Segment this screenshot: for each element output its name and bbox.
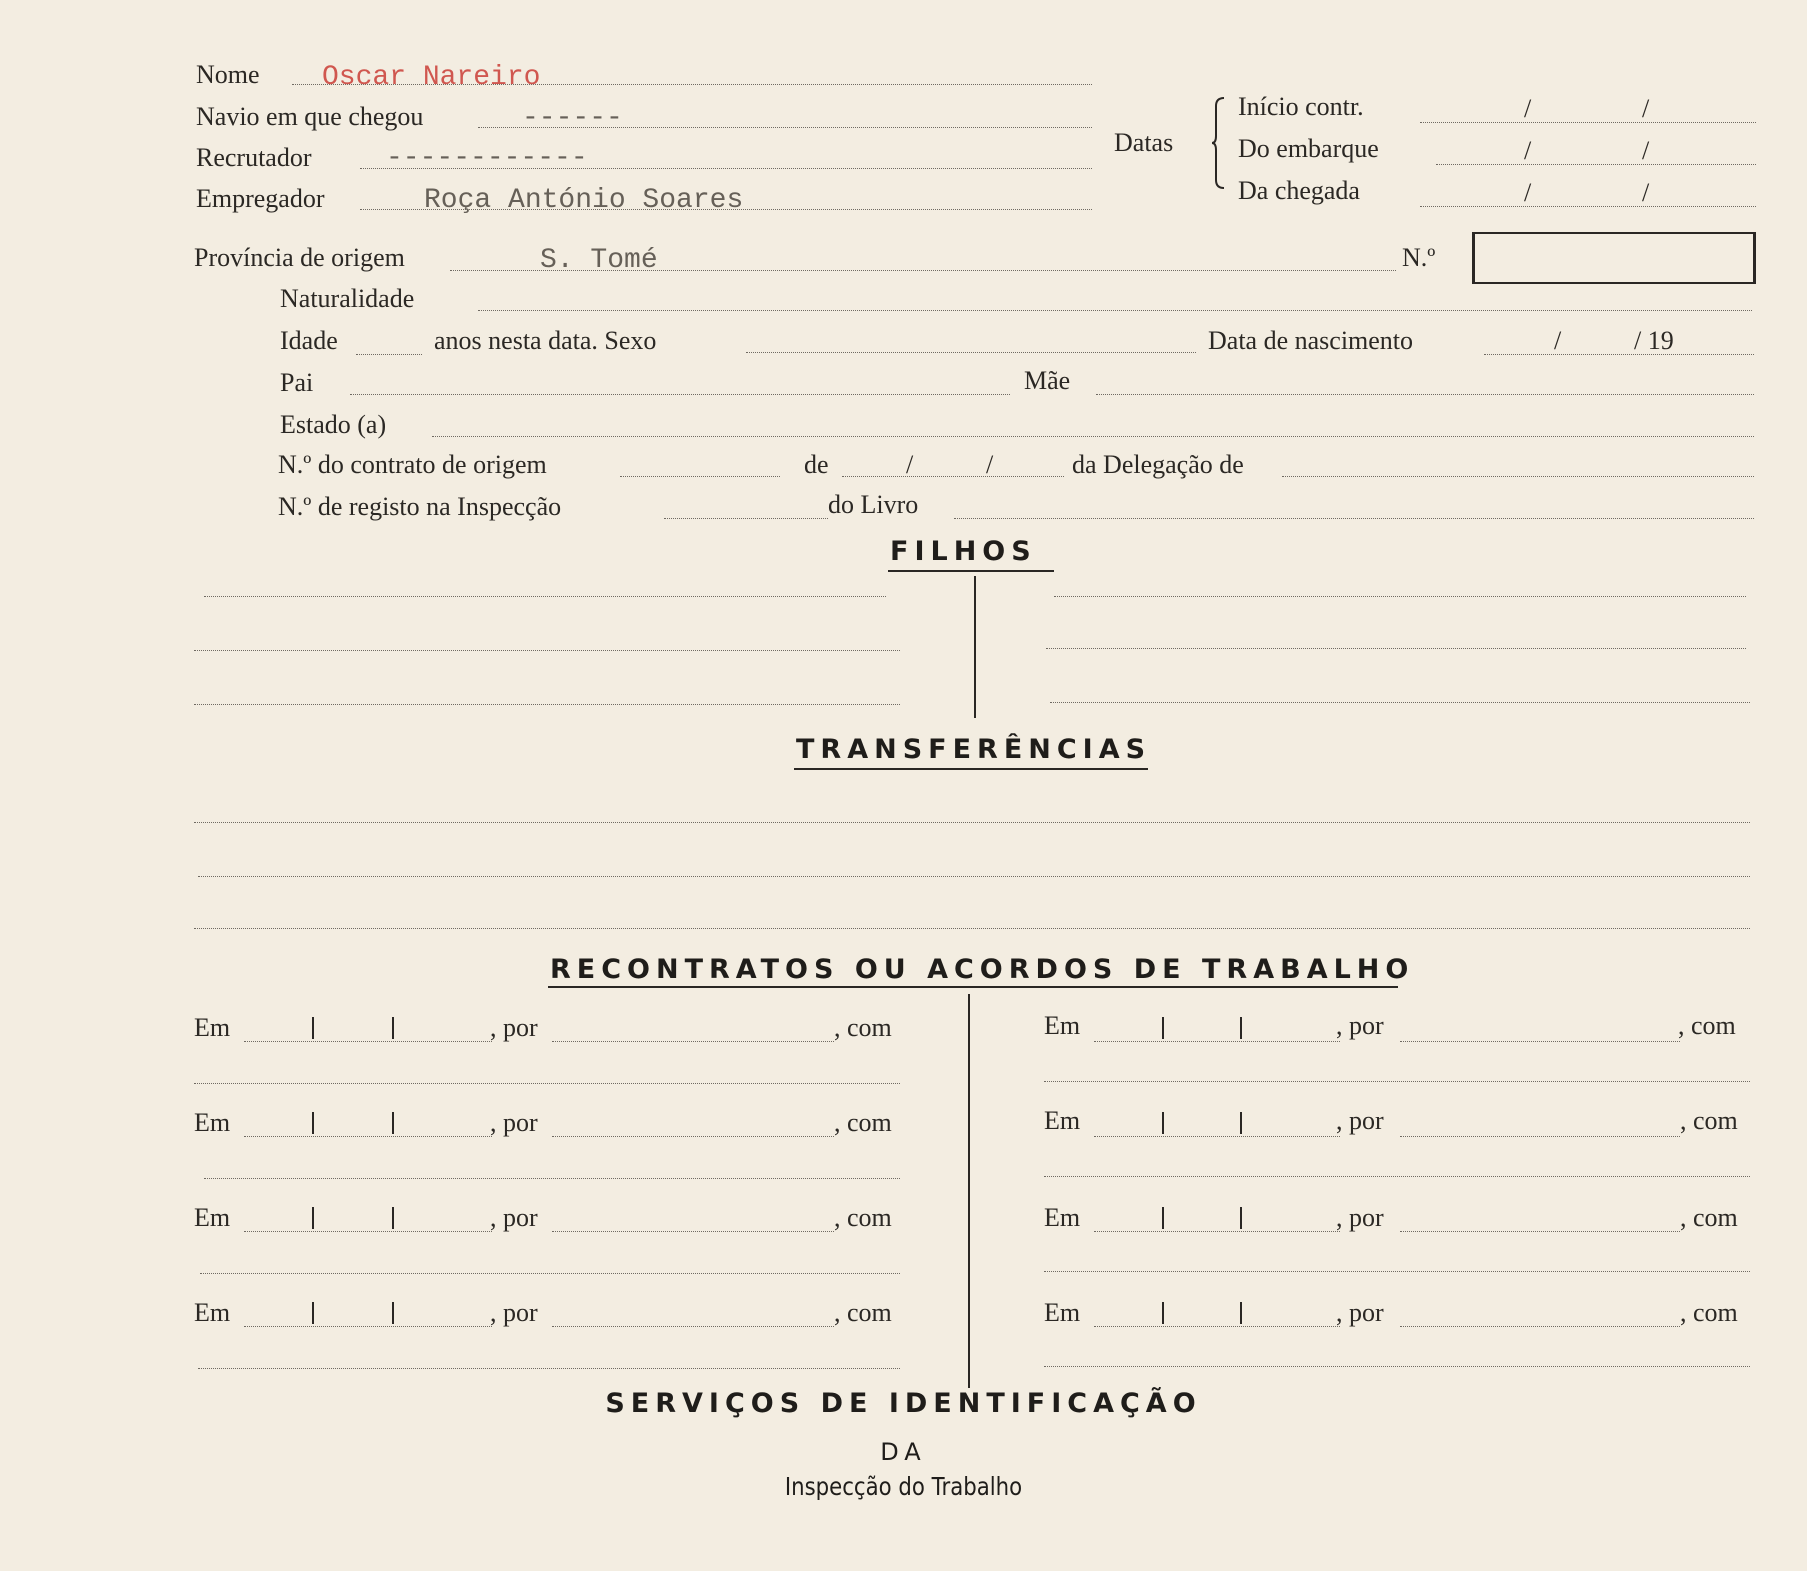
recontrato-row-3-right-line: [1044, 1271, 1750, 1272]
embarque-slash-2: /: [1642, 136, 1650, 165]
recontrato-em-label: Em: [194, 1203, 231, 1232]
chegada-label: Da chegada: [1238, 176, 1360, 205]
recontrato-row-1-right-line: [1044, 1081, 1750, 1082]
recontrato-date-tick-2: [392, 1207, 394, 1229]
pai-label: Pai: [280, 368, 314, 397]
contrato-slash-2: /: [986, 450, 994, 479]
recontrato-por-label: , por: [490, 1203, 538, 1232]
filho-line-4: [1054, 596, 1746, 597]
recrutador-value: ------------: [386, 143, 588, 174]
chegada-line: [1420, 206, 1756, 207]
recontrato-date-tick-1: [312, 1302, 314, 1324]
recontrato-por-label: , por: [1336, 1106, 1384, 1135]
anos-sexo-label: anos nesta data. Sexo: [434, 326, 657, 355]
recontrato-com-label: , com: [834, 1108, 892, 1137]
contrato-slash-1: /: [906, 450, 914, 479]
embarque-slash-1: /: [1524, 136, 1532, 165]
naturalidade-line: [478, 310, 1752, 311]
transferencias-underline: [794, 768, 1148, 770]
recontrato-date-tick-2: [1240, 1112, 1242, 1134]
empregador-value: Roça António Soares: [424, 185, 744, 216]
recontrato-date-tick-2: [392, 1017, 394, 1039]
recontrato-com-label: , com: [1680, 1203, 1738, 1232]
de-label: de: [804, 450, 829, 479]
recontrato-date-tick-1: [1162, 1302, 1164, 1324]
delegacao-line: [1282, 476, 1754, 477]
provincia-value: S. Tomé: [540, 245, 658, 276]
inicio-slash-2: /: [1642, 94, 1650, 123]
recontrato-em-label: Em: [1044, 1298, 1081, 1327]
footer-inspeccao: Inspecção do Trabalho: [784, 1472, 1023, 1501]
recontrato-por-line: [552, 1041, 834, 1042]
recontrato-por-label: , por: [1336, 1011, 1384, 1040]
transferencia-line-3: [194, 928, 1750, 929]
recontratos-heading: RECONTRATOS OU ACORDOS DE TRABALHO: [550, 954, 1415, 985]
transferencia-line-2: [198, 876, 1750, 877]
embarque-label: Do embarque: [1238, 134, 1379, 163]
provincia-label: Província de origem: [194, 243, 405, 272]
filho-line-5: [1046, 648, 1746, 649]
recontrato-por-line: [1400, 1041, 1680, 1042]
recontrato-row-4-left-line: [198, 1368, 900, 1369]
recontrato-com-label: , com: [1678, 1011, 1736, 1040]
filhos-underline: [888, 570, 1054, 572]
idade-label: Idade: [280, 326, 338, 355]
livro-label: do Livro: [828, 490, 919, 519]
nome-value: Oscar Nareiro: [322, 62, 541, 93]
navio-label: Navio em que chegou: [196, 102, 424, 131]
recontrato-por-label: , por: [490, 1298, 538, 1327]
recontrato-por-label: , por: [1336, 1298, 1384, 1327]
recontrato-date-line: [1094, 1136, 1340, 1137]
recontrato-row-2-right-line: [1044, 1176, 1750, 1177]
chegada-slash-1: /: [1524, 178, 1532, 207]
transferencia-line-1: [194, 822, 1750, 823]
contrato-label: N.º do contrato de origem: [278, 450, 547, 479]
recontrato-por-line: [552, 1136, 834, 1137]
recontrato-com-label: , com: [834, 1203, 892, 1232]
recontrato-por-line: [1400, 1136, 1680, 1137]
nascimento-slash: /: [1554, 326, 1562, 355]
recontrato-com-label: , com: [1680, 1106, 1738, 1135]
nome-label: Nome: [196, 60, 260, 89]
transferencias-heading: TRANSFERÊNCIAS: [796, 734, 1152, 765]
recontrato-por-line: [552, 1231, 834, 1232]
recontrato-com-label: , com: [834, 1298, 892, 1327]
recontrato-date-line: [1094, 1231, 1340, 1232]
contrato-line: [620, 476, 780, 477]
recontratos-divider: [968, 994, 970, 1388]
sexo-line: [746, 352, 1196, 353]
chegada-slash-2: /: [1642, 178, 1650, 207]
filho-line-3: [194, 704, 900, 705]
idade-line: [356, 354, 422, 355]
recontrato-date-tick-1: [312, 1207, 314, 1229]
recontrato-por-line: [1400, 1231, 1680, 1232]
recontratos-underline: [548, 986, 1398, 988]
recontrato-por-line: [552, 1326, 834, 1327]
recontrato-row-3-left-line: [200, 1273, 900, 1274]
recontrato-date-tick-2: [1240, 1302, 1242, 1324]
recontrato-date-line: [244, 1231, 492, 1232]
mae-label: Mãe: [1024, 366, 1071, 395]
recontrato-date-tick-1: [1162, 1207, 1164, 1229]
inicio-slash-1: /: [1524, 94, 1532, 123]
contrato-date-line: [842, 476, 1064, 477]
recontrato-em-label: Em: [1044, 1203, 1081, 1232]
estado-label: Estado (a): [280, 410, 387, 439]
filhos-heading: FILHOS: [890, 536, 1037, 567]
delegacao-label: da Delegação de: [1072, 450, 1244, 479]
registo-line: [664, 518, 828, 519]
recontrato-date-tick-1: [1162, 1017, 1164, 1039]
estado-line: [432, 436, 1754, 437]
filho-line-6: [1050, 702, 1750, 703]
nascimento-line: [1484, 354, 1754, 355]
livro-line: [954, 518, 1754, 519]
navio-value: ------: [522, 103, 623, 134]
inicio-contr-line: [1420, 122, 1756, 123]
footer-servicos: SERVIÇOS DE IDENTIFICAÇÃO: [605, 1388, 1202, 1419]
filhos-divider: [974, 576, 976, 718]
nascimento-label: Data de nascimento: [1208, 326, 1414, 355]
naturalidade-label: Naturalidade: [280, 284, 415, 313]
recontrato-date-tick-1: [312, 1017, 314, 1039]
recontrato-por-label: , por: [1336, 1203, 1384, 1232]
recontrato-por-label: , por: [490, 1108, 538, 1137]
bracket-icon: [1212, 96, 1226, 190]
filho-line-1: [204, 596, 886, 597]
recontrato-date-tick-1: [1162, 1112, 1164, 1134]
numero-label: N.º: [1402, 243, 1436, 272]
recontrato-date-line: [1094, 1326, 1340, 1327]
mae-line: [1096, 394, 1754, 395]
footer-da: DA: [880, 1438, 927, 1466]
nascimento-year: / 19: [1634, 326, 1674, 355]
recontrato-date-tick-2: [392, 1302, 394, 1324]
recontrato-row-4-right-line: [1044, 1366, 1750, 1367]
recontrato-date-tick-1: [312, 1112, 314, 1134]
recontrato-date-line: [244, 1136, 492, 1137]
recontrato-date-line: [244, 1041, 492, 1042]
recontrato-date-line: [1094, 1041, 1340, 1042]
embarque-line: [1436, 164, 1756, 165]
recontrato-date-tick-2: [392, 1112, 394, 1134]
recontrato-por-line: [1400, 1326, 1680, 1327]
recontrato-em-label: Em: [1044, 1106, 1081, 1135]
recontrato-date-tick-2: [1240, 1207, 1242, 1229]
recontrato-date-tick-2: [1240, 1017, 1242, 1039]
filho-line-2: [194, 650, 900, 651]
pai-line: [350, 394, 1010, 395]
datas-label: Datas: [1114, 128, 1174, 157]
recrutador-label: Recrutador: [196, 143, 312, 172]
recontrato-date-line: [244, 1326, 492, 1327]
empregador-label: Empregador: [196, 184, 325, 213]
inicio-contr-label: Início contr.: [1238, 92, 1364, 121]
recontrato-em-label: Em: [1044, 1011, 1081, 1040]
recontrato-row-2-left-line: [204, 1178, 900, 1179]
recontrato-por-label: , por: [490, 1013, 538, 1042]
recontrato-em-label: Em: [194, 1298, 231, 1327]
recontrato-row-1-left-line: [194, 1083, 900, 1084]
recontrato-em-label: Em: [194, 1108, 231, 1137]
numero-box: [1472, 232, 1756, 284]
registo-label: N.º de registo na Inspecção: [278, 492, 562, 521]
recontrato-com-label: , com: [834, 1013, 892, 1042]
recontrato-com-label: , com: [1680, 1298, 1738, 1327]
recontrato-em-label: Em: [194, 1013, 231, 1042]
